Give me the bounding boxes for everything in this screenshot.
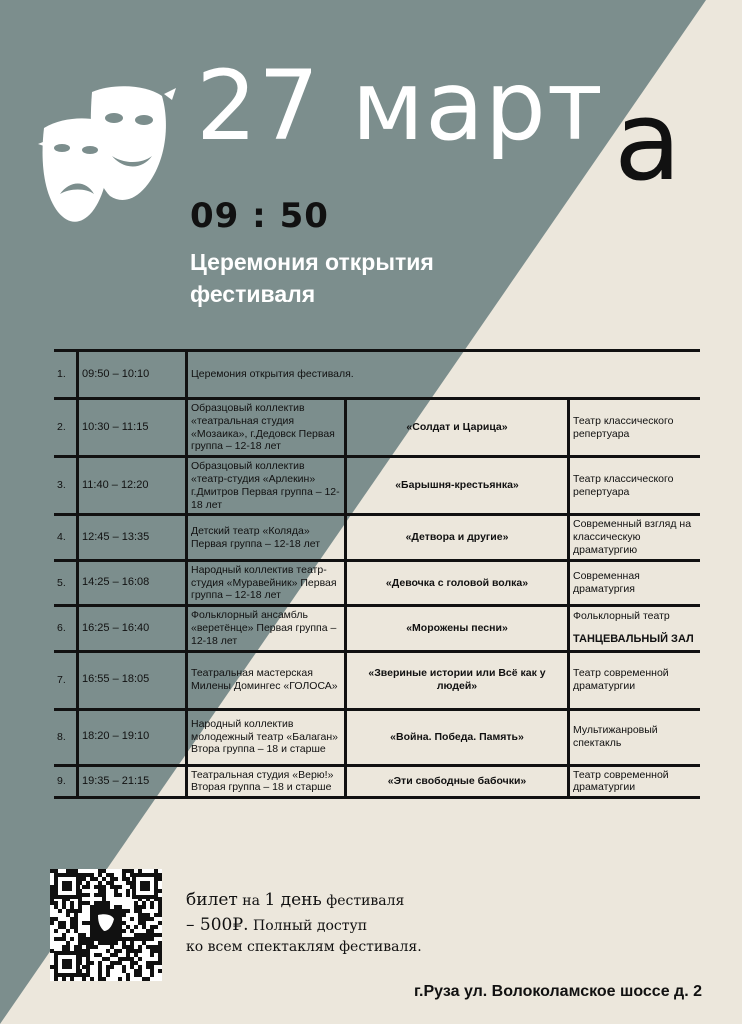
ticket-rest: ко всем спектаклям фестиваля. [186,939,422,956]
row-genre-text: Театр классического репертуара [573,414,674,440]
row-genre [569,457,701,515]
row-time: 19:35 – 21:15 [78,765,187,798]
row-time: 10:30 – 11:15 [78,399,187,457]
row-time: 18:20 – 19:10 [78,709,187,765]
ticket-on: на [242,893,260,909]
table-row [54,351,700,399]
row-genre-text: Современный взгляд на классическую драматургию [573,518,692,556]
row-time: 11:40 – 12:20 [78,457,187,515]
row-play: «Звериные истории или Всё как у людей» [346,651,569,709]
festival-date-tail: а [614,77,682,205]
table-row [54,399,700,457]
ticket-info [186,888,422,958]
row-genre-text: Мультижанровый спектакль [573,724,658,750]
venue-address: г.Руза ул. Волоколамское шоссе д. 2 [413,983,702,1000]
festival-date: 27 март [196,50,604,162]
row-number: 9. [54,765,78,798]
row-play: «Барышня-крестьянка» [346,457,569,515]
row-number: 4. [54,515,78,560]
row-collective: Театральная студия «Верю!» Вторая группа – 18 и старше [187,765,346,798]
row-genre [569,765,701,798]
ticket-day: 1 день [264,890,322,910]
row-genre-text: Современная драматургия [573,570,640,595]
row-genre-text: Театр современной драматургии [573,667,669,693]
row-number: 3. [54,457,78,515]
row-collective: Фольклорный ансамбль «веретёнце» Первая группа – 12-18 лет [187,606,346,651]
row-genre [569,399,701,457]
row-number: 1. [54,351,78,399]
ticket-word: билет [186,890,238,910]
row-number: 6. [54,606,78,651]
row-collective: Детский театр «Коляда» Первая группа – 12-18 лет [187,515,346,560]
table-row [54,606,700,651]
row-collective: Образцовый коллектив «театр-студия «Арлекин» г.Дмитров Первая группа – 12-18 лет [187,457,346,515]
ticket-full: Полный доступ [253,917,368,934]
row-play: «Девочка с головой волка» [346,560,569,605]
row-genre [569,651,701,709]
schedule-table [54,349,700,799]
row-time: 09:50 – 10:10 [78,351,187,399]
theater-masks-icon [38,84,178,229]
opening-title: Церемония открытия фестиваля [190,249,434,308]
table-row [54,765,700,798]
hall-label: ТАНЦЕВАЛЬНЫЙ ЗАЛ [573,633,694,646]
row-time: 14:25 – 16:08 [78,560,187,605]
row-genre-text: Театр классического репертуара [573,472,674,498]
row-genre-text: Театр современной драматургии [573,768,669,794]
ticket-price: – 500₽. [186,914,249,935]
row-time: 12:45 – 13:35 [78,515,187,560]
row-genre [569,606,701,651]
row-play: «Детвора и другие» [346,515,569,560]
row-number: 2. [54,399,78,457]
row-collective: Народный коллектив молодежный театр «Балаган» Втора группа – 18 и старше [187,709,346,765]
row-play: «Солдат и Царица» [346,399,569,457]
table-row [54,560,700,605]
row-number: 7. [54,651,78,709]
ticket-fest: фестиваля [326,893,405,909]
row-play: «Эти свободные бабочки» [346,765,569,798]
row-time: 16:25 – 16:40 [78,606,187,651]
row-play: «Война. Победа. Память» [346,709,569,765]
table-row [54,651,700,709]
row-genre-text: Фольклорный театр [573,610,670,623]
row-genre [569,515,701,560]
table-row [54,515,700,560]
row-collective: Образцовый коллектив «театральная студия «Мозаика», г.Дедовск Первая группа – 12-18 лет [187,399,346,457]
row-collective: Театральная мастерская Милены Домингес «ГОЛОСА» [187,651,346,709]
table-row [54,709,700,765]
qr-code-icon [50,869,162,981]
row-genre [569,560,701,605]
row-collective: Народный коллектив театр-студия «Муравейник» Первая группа – 12-18 лет [187,560,346,605]
row-play: «Морожены песни» [346,606,569,651]
row-number: 5. [54,560,78,605]
row-genre [569,709,701,765]
row-number: 8. [54,709,78,765]
table-row [54,457,700,515]
row-collective: Церемония открытия фестиваля. [187,351,701,399]
opening-time: 09 : 50 [190,196,329,236]
row-time: 16:55 – 18:05 [78,651,187,709]
